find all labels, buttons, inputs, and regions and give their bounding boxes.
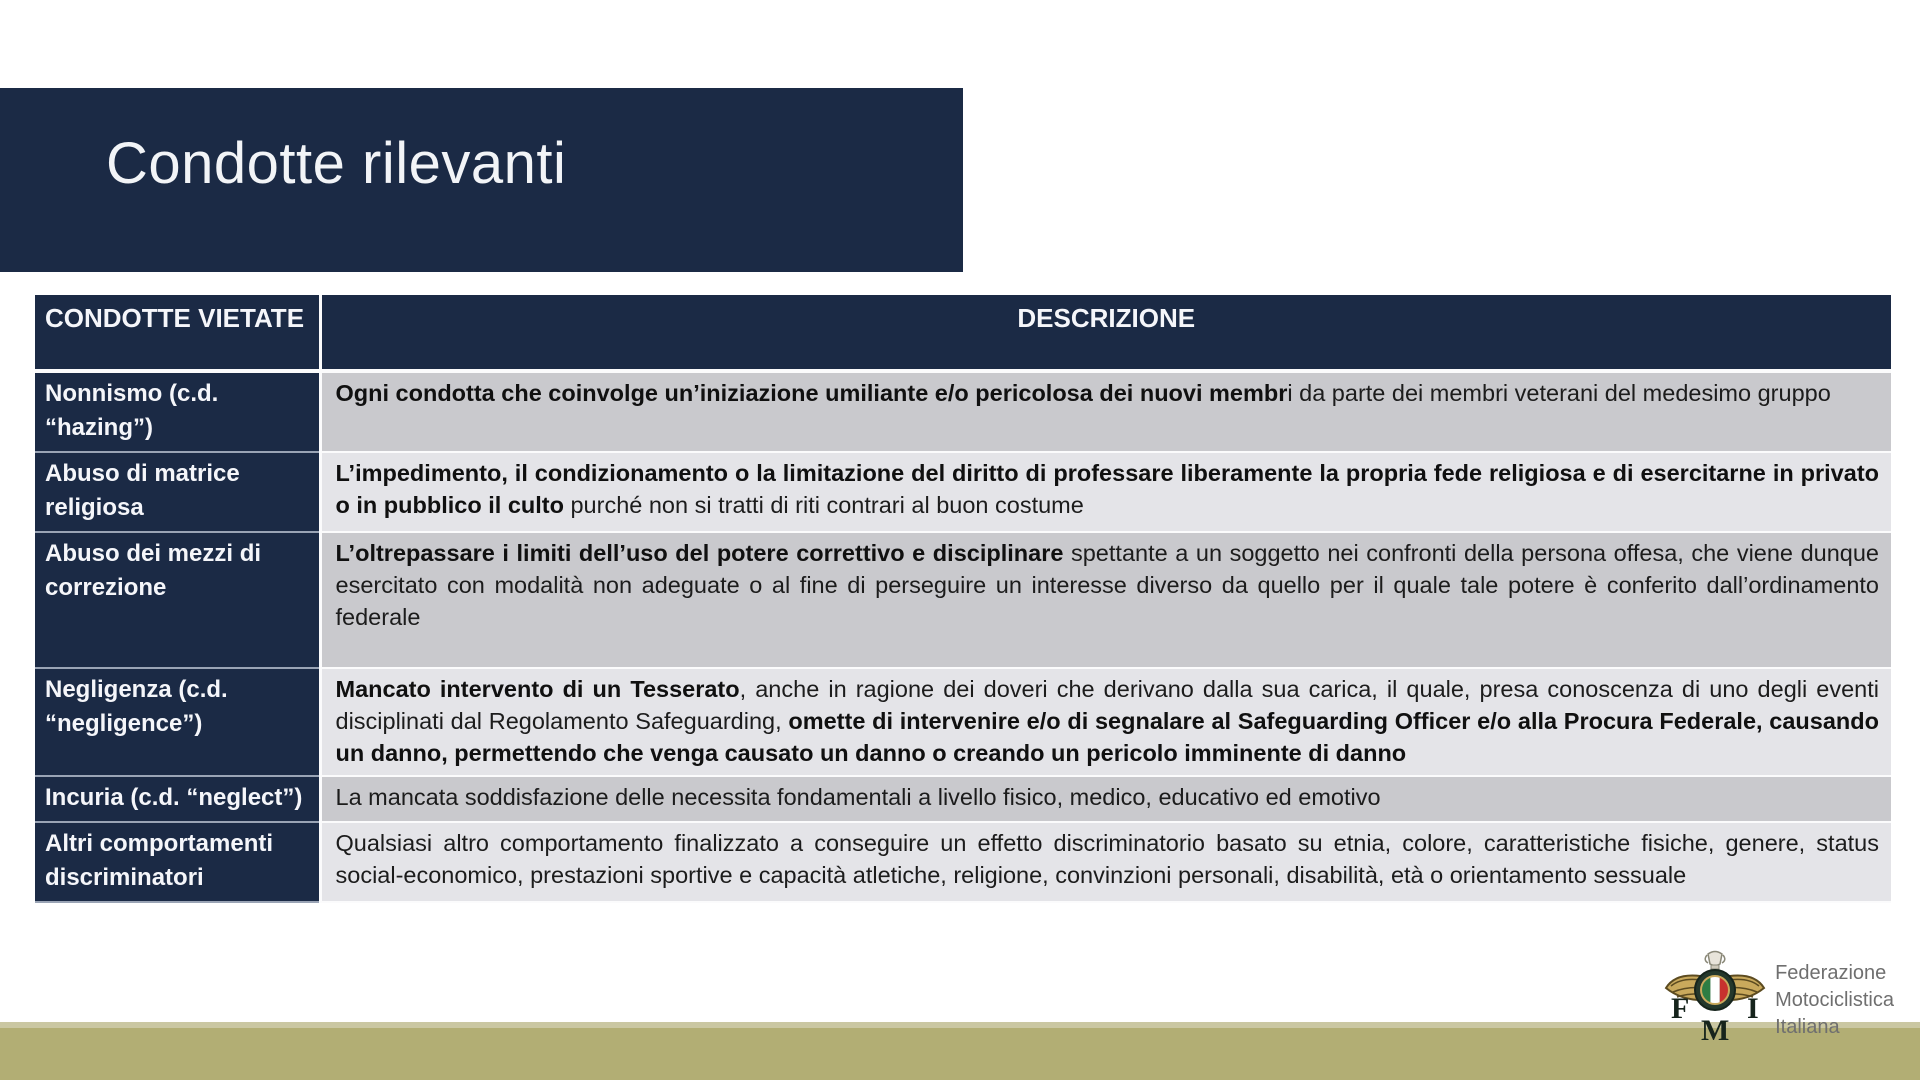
org-name-line3: Italiana — [1775, 1016, 1840, 1038]
table-row — [35, 532, 1891, 668]
svg-text:F: F — [1671, 992, 1690, 1025]
column-header-descrizione: DESCRIZIONE — [320, 295, 1891, 371]
table-row — [35, 822, 1891, 902]
bottom-gold-bar — [0, 1022, 1920, 1080]
conduct-name-cell: Altri comportamenti discriminatori — [35, 822, 320, 902]
org-name-line2: Motociclistica — [1775, 989, 1894, 1011]
conduct-name-cell: Incuria (c.d. “neglect”) — [35, 776, 320, 822]
org-name — [1775, 960, 1894, 1041]
conduct-table — [35, 295, 1891, 903]
table-row — [35, 452, 1891, 532]
conduct-description-cell: L’oltrepassare i limiti dell’uso del potere correttivo e disciplinare spettante a un soggetto nei confronti della persona offesa, che viene dunque esercitato con modalità non adeguate o al fine di perseguire un interesse diverso da quello per il quale tale potere è conferito dall’ordinamento federale — [320, 532, 1891, 668]
conduct-description-cell: Mancato intervento di un Tesserato, anche in ragione dei doveri che derivano dalla sua carica, il quale, presa conoscenza di uno degli eventi disciplinati dal Regolamento Safeguarding, omette di intervenire e/o di segnalare al Safeguarding Officer e/o alla Procura Federale, causando un danno, permettendo che venga causato un danno o creando un pericolo imminente di danno — [320, 668, 1891, 776]
table-body — [35, 371, 1891, 902]
conduct-description-cell: Ogni condotta che coinvolge un’iniziazione umiliante e/o pericolosa dei nuovi membri da parte dei membri veterani del medesimo gruppo — [320, 371, 1891, 452]
conduct-name-cell: Abuso dei mezzi di correzione — [35, 532, 320, 668]
conduct-name-cell: Negligenza (c.d. “negligence”) — [35, 668, 320, 776]
conduct-table-container — [35, 295, 1891, 903]
conduct-description-cell: La mancata soddisfazione delle necessita fondamentali a livello fisico, medico, educativo ed emotivo — [320, 776, 1891, 822]
fmi-logo — [1663, 948, 1894, 1044]
conduct-name-cell: Abuso di matrice religiosa — [35, 452, 320, 532]
conduct-name-cell: Nonnismo (c.d. “hazing”) — [35, 371, 320, 452]
page-title: Condotte rilevanti — [106, 131, 567, 196]
conduct-description-cell: L’impedimento, il condizionamento o la limitazione del diritto di professare liberamente la propria fede religiosa e di esercitarne in privato o in pubblico il culto purché non si tratti di riti contrari al buon costume — [320, 452, 1891, 532]
svg-text:M: M — [1701, 1014, 1730, 1044]
svg-text:I: I — [1747, 992, 1759, 1025]
title-block — [0, 88, 963, 272]
table-row — [35, 371, 1891, 452]
table-row — [35, 776, 1891, 822]
table-row — [35, 668, 1891, 776]
table-header-row — [35, 295, 1891, 371]
conduct-description-cell: Qualsiasi altro comportamento finalizzato a conseguire un effetto discriminatorio basato su etnia, colore, caratteristiche fisiche, genere, status social-economico, prestazioni sportive e capacità atletiche, religione, convinzioni personali, disabilità, età o orientamento sessuale — [320, 822, 1891, 902]
fmi-emblem-icon — [1663, 948, 1767, 1044]
column-header-condotte-vietate: CONDOTTE VIETATE — [35, 295, 320, 371]
org-name-line1: Federazione — [1775, 962, 1887, 984]
